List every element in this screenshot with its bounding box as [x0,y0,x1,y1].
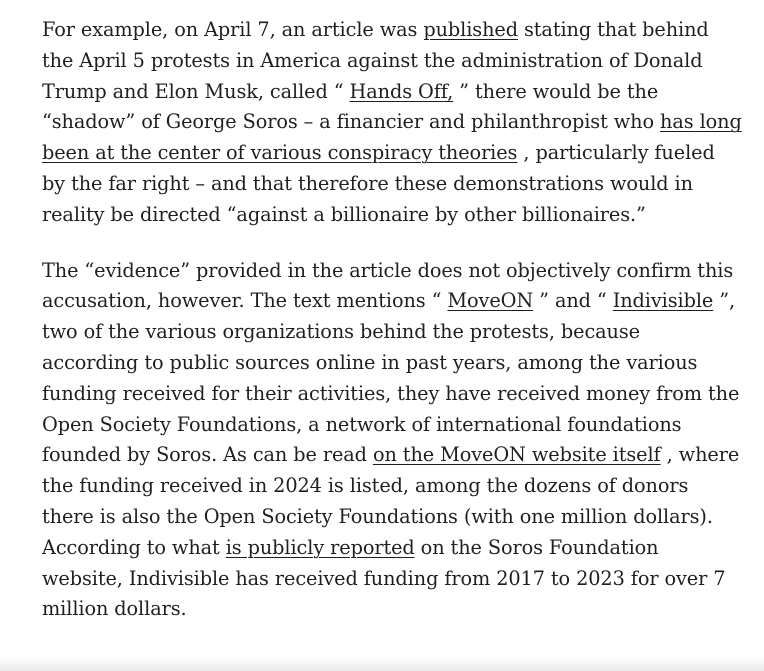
bottom-shadow [0,655,764,671]
link-conspiracy-theories[interactable]: has long been at the center of various conspiracy theories [42,110,742,165]
link-indivisible[interactable]: Indivisible [612,289,714,313]
paragraph-2-text-1: The “evidence” provided in the article does not objectively confirm this accusation, however. The text mentions “ [42,258,734,313]
paragraph-1-text-3: ” there would be the “shadow” of George Soros – a financier and philanthropist who [42,79,661,134]
paragraph-2-text-4: , where the funding received in 2024 is listed, among the dozens of donors there is also the Open Society Foundations (with one million dollars). According to what [42,443,740,559]
link-published[interactable]: published [423,18,518,41]
paragraph-2-text-3: ”, two of the various organizations behind the protests, because according to public sources online in past years, among the various funding received for their activities, they have received money from the Open Society Foundations, a network of international foundations founded by Soros. As can be read [42,289,740,467]
paragraph-1-text-1: For example, on April 7, an article was [42,18,424,41]
paragraph-1-text-4: , particularly fueled by the far right – and that therefore these demonstrations would in reality be directed “against a billionaire by other billionaires.” [42,141,715,226]
article-body [42,15,742,625]
paragraph-2-text-5: on the Soros Foundation website, Indivisible has received funding from 2017 to 2023 for over 7 million dollars. [42,535,726,621]
link-hands-off[interactable]: Hands Off, [349,79,454,103]
paragraph-2-text-2: ” and “ [533,289,613,313]
link-publicly-reported[interactable]: is publicly reported [225,535,415,559]
paragraph-1 [42,15,742,231]
paragraph-1-text-2: stating that behind the April 5 protests in America against the administration of Donald Trump and Elon Musk, called “ [42,18,709,103]
link-moveon[interactable]: MoveON [447,289,534,313]
paragraph-2 [42,256,742,626]
link-moveon-website[interactable]: on the MoveON website itself [372,443,661,467]
